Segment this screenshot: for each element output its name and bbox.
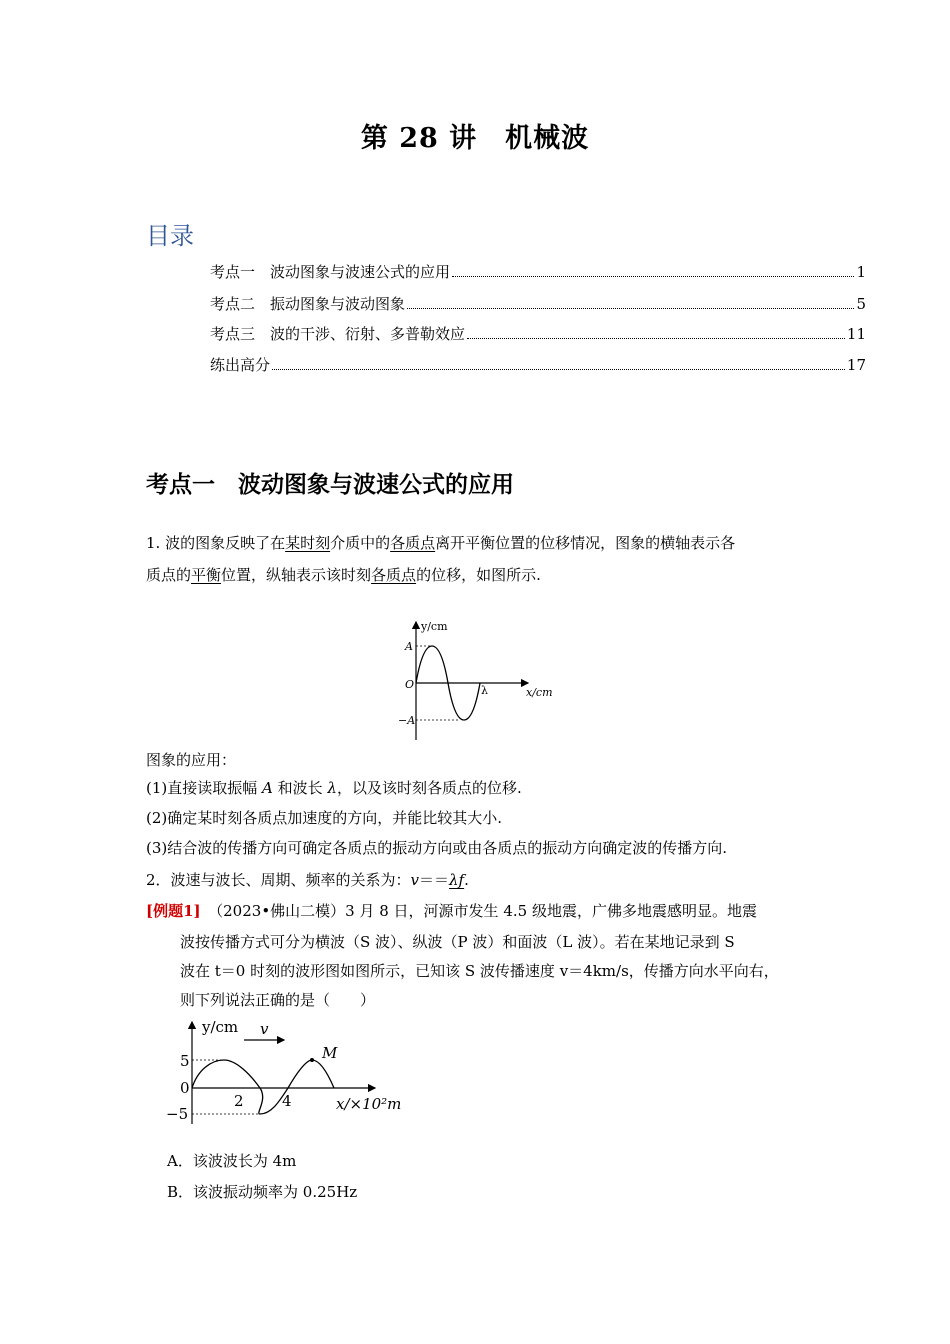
wave-curve (192, 1060, 334, 1114)
y-axis-label: y/cm (421, 620, 448, 633)
point-m-label: M (322, 1044, 338, 1062)
toc-item[interactable] (210, 261, 866, 282)
wave-figure (380, 612, 570, 742)
use-1: (1)直接读取振幅 A 和波长 λ，以及该时刻各质点的位移. (146, 779, 522, 797)
y-axis-label: y/cm (202, 1018, 239, 1036)
use-3: (3)结合波的传播方向可确定各质点的振动方向或由各质点的振动方向确定波的传播方向. (146, 839, 728, 857)
example-tag: [例题1] (146, 902, 201, 920)
section-heading: 考点一 波动图象与波速公式的应用 (146, 471, 514, 498)
paragraph-1-line-1: 1. 波的图象反映了在某时刻介质中的各质点离开平衡位置的位移情况，图象的横轴表示各 (146, 534, 736, 552)
paragraph-1-line-2: 质点的平衡位置，纵轴表示该时刻各质点的位移，如图所示. (146, 566, 541, 584)
point-m (310, 1058, 314, 1062)
origin-label: O (405, 678, 415, 691)
toc-item-page: 17 (846, 356, 866, 374)
paragraph-2: 2．波速与波长、周期、频率的关系为：v＝＝λf. (146, 871, 469, 889)
example-line-1: [例题1] （2023•佛山二模）3 月 8 日，河源市发生 4.5 级地震，广佛多地震感明显。地震 (146, 902, 757, 920)
neg-amplitude-label: −A (398, 714, 416, 727)
toc-item-page: 1 (856, 263, 866, 281)
option-a: A．该波波长为 4m (167, 1152, 297, 1170)
uses-title: 图象的应用： (146, 751, 237, 769)
example-line-3: 波在 t＝0 时刻的波形图如图所示，已知该 S 波传播速度 v＝4km/s，传播方向水平向右， (180, 962, 779, 980)
amplitude-label: A (405, 640, 413, 653)
option-b: B．该波振动频率为 0.25Hz (167, 1183, 358, 1201)
tick-2: 2 (234, 1092, 244, 1110)
tick-5: 5 (180, 1052, 190, 1070)
toc-leader (467, 338, 845, 339)
use-2: (2)确定某时刻各质点加速度的方向，并能比较其大小. (146, 809, 503, 827)
toc-leader (272, 369, 845, 370)
tick-4: 4 (282, 1092, 292, 1110)
toc-item-label: 考点一 波动图象与波速公式的应用 (210, 263, 451, 281)
toc-item[interactable] (210, 293, 866, 314)
example-line-2: 波按传播方式可分为横波（S 波）、纵波（P 波）和面波（L 波）。若在某地记录到 S (180, 933, 735, 951)
velocity-label: v (260, 1020, 269, 1038)
toc-heading: 目录 (146, 222, 194, 250)
toc-item-label: 考点二 振动图象与波动图象 (210, 295, 406, 313)
toc-item-label: 考点三 波的干涉、衍射、多普勒效应 (210, 325, 466, 343)
wavelength-label: λ (481, 684, 488, 697)
toc-item[interactable] (210, 323, 866, 344)
x-axis-label: x/×10²m (336, 1095, 402, 1113)
wave-figure-example (160, 1016, 420, 1128)
toc-item-page: 5 (856, 295, 866, 313)
toc-item[interactable] (210, 354, 866, 375)
toc-leader (452, 276, 854, 277)
toc-item-label: 练出高分 (210, 356, 271, 374)
page-title: 第 28 讲 机械波 (360, 123, 590, 154)
x-axis-label: x/cm (526, 686, 553, 699)
toc-item-page: 11 (846, 325, 866, 343)
tick-0: 0 (180, 1079, 190, 1097)
toc-leader (407, 308, 854, 309)
tick-neg5: −5 (166, 1105, 189, 1123)
example-line-4: 则下列说法正确的是（ ） (180, 991, 376, 1009)
